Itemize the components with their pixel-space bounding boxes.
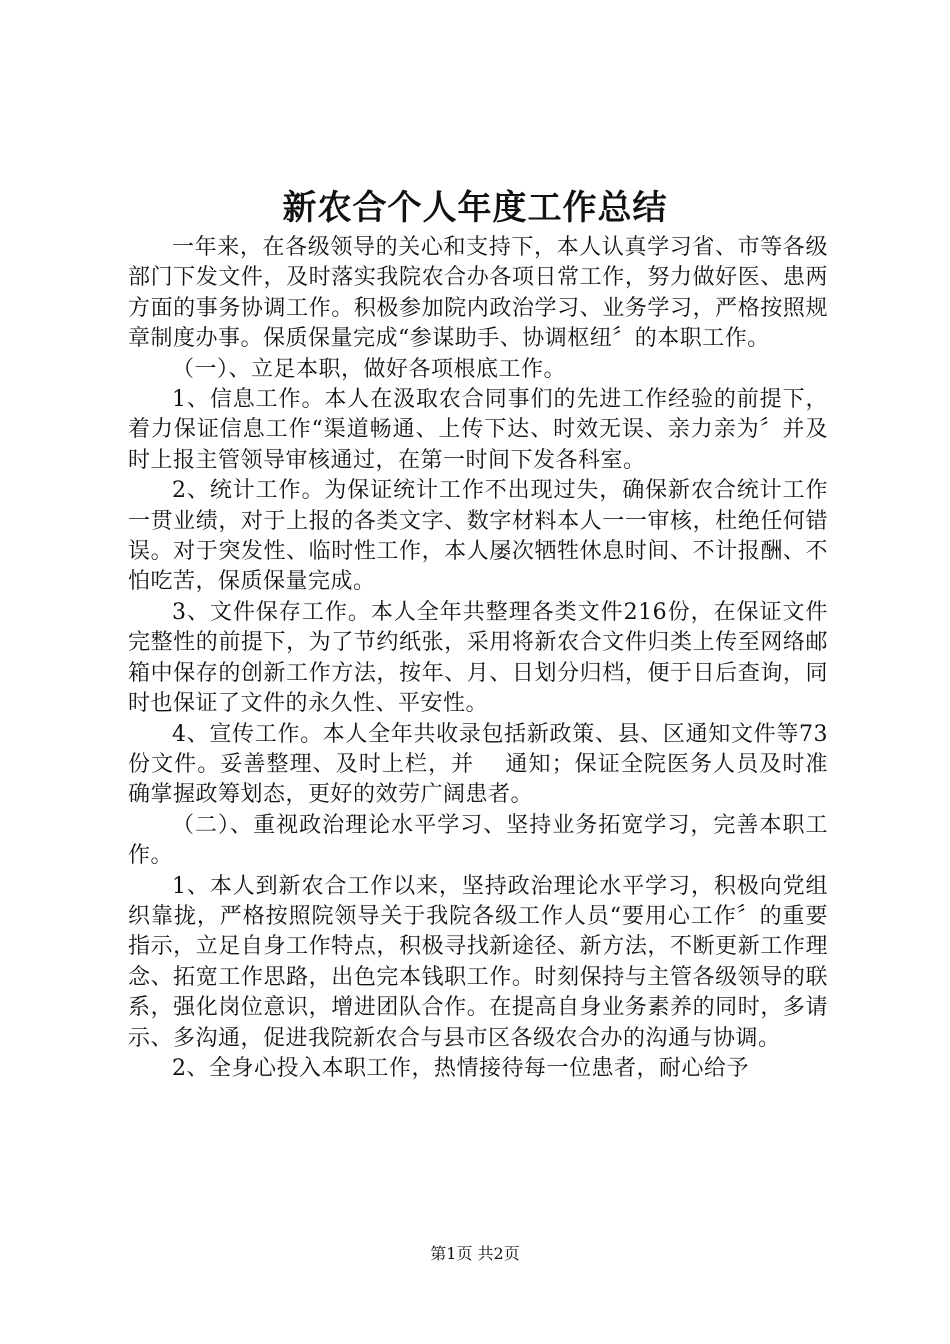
document-body: [128, 233, 828, 1084]
document-title: 新农合个人年度工作总结: [282, 188, 668, 228]
paragraph-publicity-work: 4、宣传工作。本人全年共收录包括新政策、县、区通知文件等73份文件。妥善整理、及时上栏，并 通知；保证全院医务人员及时准确掌握政筹划态，更好的效劳广阔患者。: [128, 721, 828, 808]
page-number-footer: 第1页 共2页: [430, 1244, 520, 1263]
paragraph-intro: 一年来，在各级领导的关心和支持下，本人认真学习省、市等各级部门下发文件，及时落实我院农合办各项日常工作，努力做好医、患两方面的事务协调工作。积极参加院内政治学习、业务学习，严格按照规章制度办事。保质保量完成“参谋助手、协调枢纽〞的本职工作。: [128, 235, 828, 352]
paragraph-patient-service: 2、全身心投入本职工作，热情接待每一位患者，耐心给予: [172, 1055, 749, 1081]
section-heading-1: （一）、立足本职，做好各项根底工作。: [172, 356, 567, 382]
paragraph-file-storage-work: 3、文件保存工作。本人全年共整理各类文件216份，在保证文件完整性的前提下，为了节约纸张，采用将新农合文件归类上传至网络邮箱中保存的创新工作方法，按年、月、日划分归档，便于日后查询，同时也保证了文件的永久性、平安性。: [128, 599, 828, 717]
section-heading-2: （二）、重视政治理论水平学习、坚持业务拓宽学习，完善本职工作。: [128, 812, 828, 869]
paragraph-info-work: 1、信息工作。本人在汲取农合同事们的先进工作经验的前提下，着力保证信息工作“渠道畅通、上传下达、时效无误、亲力亲为〞并及时上报主管领导审核通过，在第一时间下发各科室。: [128, 387, 828, 473]
paragraph-statistics-work: 2、统计工作。为保证统计工作不出现过失，确保新农合统计工作一贯业绩，对于上报的各类文字、数字材料本人一一审核，杜绝任何错误。对于突发性、临时性工作，本人屡次牺牲休息时间、不计报酬、不怕吃苦，保质保量完成。: [128, 478, 828, 595]
paragraph-political-study: 1、本人到新农合工作以来，坚持政治理论水平学习，积极向党组织靠拢，严格按照院领导关于我院各级工作人员“要用心工作〞的重要指示，立足自身工作特点，积极寻找新途径、新方法，不断更新工作理念、拓宽工作思路，出色完本钱职工作。时刻保持与主管各级领导的联系，强化岗位意识，增进团队合作。在提高自身业务素养的同时，多请示、多沟通，促进我院新农合与县市区各级农合办的沟通与协调。: [128, 873, 828, 1051]
